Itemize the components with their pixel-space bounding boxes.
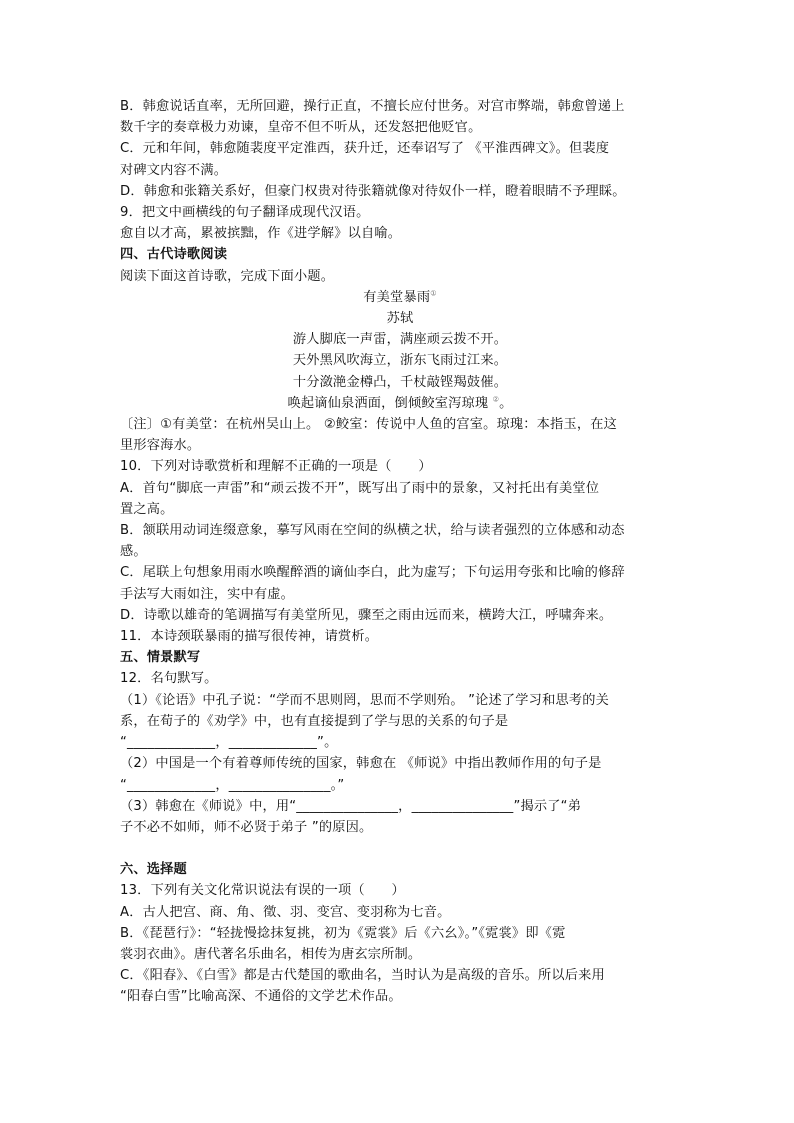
q12-part1-line3: “_____________，_____________”。 xyxy=(120,735,338,751)
section5-title: 五、情景默写 xyxy=(120,650,201,666)
q12-part1-line1: （1）《论语》中孔子说：“学而不思则罔，思而不学则殆。 ”论述了学习和思考的关 xyxy=(120,692,610,708)
poem-note-line2: 里形容海水。 xyxy=(120,438,201,454)
q12-part1-line2: 系，在荀子的《劝学》中，也有直接提到了学与思的关系的句子是 xyxy=(120,713,509,729)
q10-option-c-line1: C．尾联上句想象用雨水唤醒醉酒的谪仙李白，此为虚写；下句运用夸张和比喻的修辞 xyxy=(120,565,625,581)
q10-option-b-line2: 感。 xyxy=(120,544,147,560)
q12-part3-line2: 子不必不如师，师不必贤于弟子 ”的原因。 xyxy=(120,819,373,835)
section4-title: 四、古代诗歌阅读 xyxy=(120,247,228,263)
q9-sentence: 愈自以才高，累被摈黜，作《进学解》以自喻。 xyxy=(120,226,402,242)
q8-option-b-line2: 数千字的奏章极力劝谏，皇帝不但不听从，还发怒把他贬官。 xyxy=(120,120,482,136)
q13-option-c-line2: “阳春白雪”比喻高深、不通俗的文学艺术作品。 xyxy=(120,989,402,1005)
q8-option-d-line1: D．韩愈和张籍关系好，但豪门权贵对待张籍就像对待奴仆一样，瞪着眼睛不予理睬。 xyxy=(120,183,626,199)
q13-option-b-line2: 裳羽衣曲》。唐代著名乐曲名，相传为唐玄宗所制。 xyxy=(120,946,422,962)
section-spacer xyxy=(120,838,680,859)
q8-option-b-line1: B．韩愈说话直率，无所回避，操行正直，不擅长应付世务。对宫市弊端，韩愈曾递上 xyxy=(120,99,625,114)
q13-option-b-line1: B．《琵琶行》：“轻拢慢捻抹复挑，初为《霓裳》后《六幺》。”《霓裳》即《霓 xyxy=(120,925,566,941)
poem-line-4: 唤起谪仙泉洒面，倒倾鲛室泻琼瑰 ②。 xyxy=(287,395,513,411)
q10-option-a-line1: A．首句“脚底一声雷”和“顽云拨不开”，既写出了雨中的景象，又衬托出有美堂位 xyxy=(120,480,600,496)
q13-question: 13．下列有关文化常识说法有误的一项（ ） xyxy=(120,883,405,899)
section6-title: 六、选择题 xyxy=(120,862,187,878)
q12-part3-line1: （3）韩愈在《师说》中，用“_______________，_______________”揭示了“弟 xyxy=(120,798,582,814)
poem-line-2: 天外黑风吹海立，浙东飞雨过江来。 xyxy=(292,353,508,369)
q12-part2-line2: “_____________，_______________。” xyxy=(120,777,345,793)
q8-option-c-line2: 对碑文内容不满。 xyxy=(120,162,228,178)
q10-option-d-line1: D．诗歌以雄奇的笔调描写有美堂所见，骤至之雨由远而来，横跨大江，呼啸奔来。 xyxy=(120,607,613,623)
q11-question: 11．本诗颈联暴雨的描写很传神，请赏析。 xyxy=(120,629,379,645)
poem-title: 有美堂暴雨① xyxy=(363,289,437,305)
q12-part2-line1: （2）中国是一个有着尊师传统的国家，韩愈在 《师说》中指出教师作用的句子是 xyxy=(120,756,602,772)
poem-line-3: 十分潋滟金樽凸，千杖敲铿羯鼓催。 xyxy=(292,374,508,390)
q8-option-c-line1: C．元和年间，韩愈随裴度平定淮西，获升迁，还奉诏写了 《平淮西碑文》。但裴度 xyxy=(120,141,610,157)
q10-option-c-line2: 手法写大雨如注，实中有虚。 xyxy=(120,586,295,602)
section4-intro: 阅读下面这首诗歌，完成下面小题。 xyxy=(120,268,335,284)
q13-option-c-line1: C．《阳春》、《白雪》都是古代楚国的歌曲名，当时认为是高级的音乐。所以后来用 xyxy=(120,968,605,984)
q9-question: 9．把文中画横线的句子翻译成现代汉语。 xyxy=(120,205,370,221)
q10-question: 10．下列对诗歌赏析和理解不正确的一项是（ ） xyxy=(120,459,432,475)
q13-option-a-line1: A．古人把宫、商、角、徵、羽、变宫、变羽称为七音。 xyxy=(120,904,451,920)
q10-option-b-line1: B．颔联用动词连缀意象，摹写风雨在空间的纵横之状，给与读者强烈的立体感和动态 xyxy=(120,523,625,539)
q10-option-a-line2: 置之高。 xyxy=(120,501,174,517)
poem-author: 苏轼 xyxy=(386,311,414,327)
poem-line-1: 游人脚底一声雷，满座顽云拨不开。 xyxy=(292,332,508,348)
q12-question: 12．名句默写。 xyxy=(120,671,218,687)
poem-note-line1: 〔注〕①有美堂：在杭州吴山上。 ②鲛室：传说中人鱼的宫室。琼瑰：本指玉，在这 xyxy=(120,417,617,433)
document-page xyxy=(120,96,680,1008)
